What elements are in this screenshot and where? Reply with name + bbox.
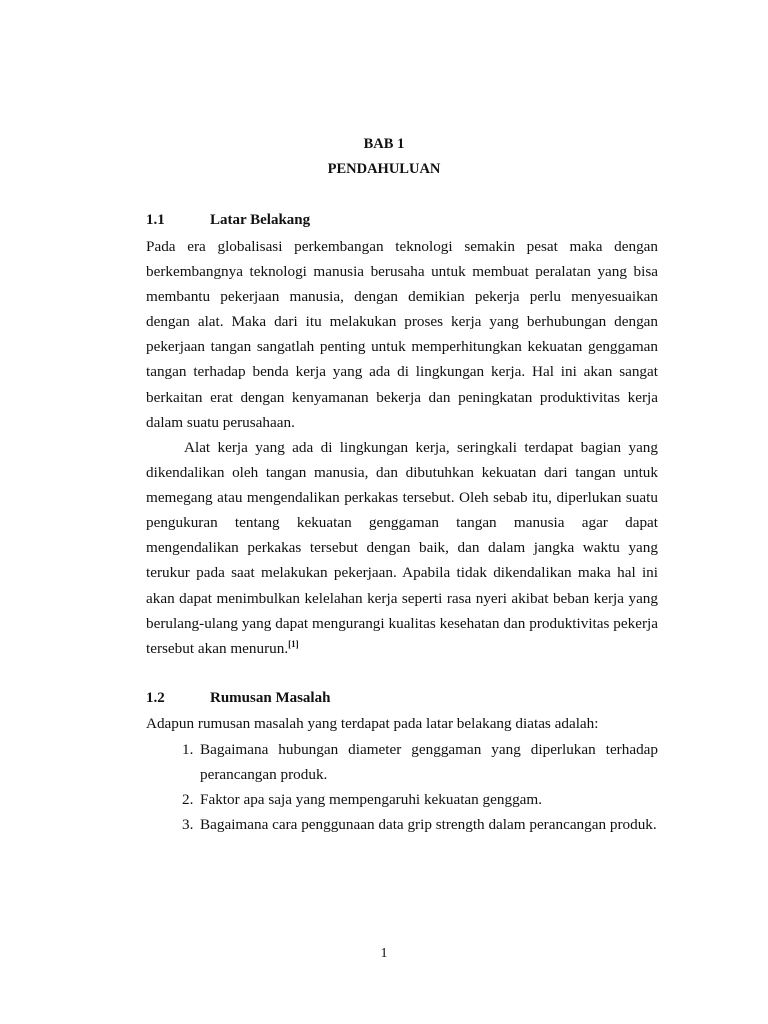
list-item-text: Bagaimana hubungan diameter genggaman yang diperlukan terhadap perancangan produk. — [200, 741, 658, 784]
problem-list — [146, 737, 658, 837]
paragraph-2 — [146, 435, 658, 661]
paragraph-1: Pada era globalisasi perkembangan teknologi semakin pesat maka dengan berkembangnya teknologi manusia berusaha untuk membuat peralatan yang bisa membantu pekerjaan manusia, dengan demikian pekerja perlu menyesuaikan dengan alat. Maka dari itu melakukan proses kerja yang berhubungan dengan pekerjaan tangan sangatlah penting untuk memperhitungkan kekuatan genggaman tangan terhadap benda kerja yang ada di lingkungan kerja. Hal ini akan sangat berkaitan erat dengan kenyamanan bekerja dan peningkatan produktivitas kerja dalam suatu perusahaan. — [146, 238, 658, 431]
list-intro: Adapun rumusan masalah yang terdapat pada latar belakang diatas adalah: — [146, 715, 599, 732]
section-heading-1-1 — [146, 212, 310, 229]
chapter-title: PENDAHULUAN — [327, 161, 441, 177]
citation-ref: [1] — [288, 638, 299, 649]
section-number: 1.2 — [146, 690, 165, 706]
section-title: Latar Belakang — [210, 212, 311, 228]
list-marker: 1. — [182, 741, 194, 758]
list-item-text: Faktor apa saja yang mempengaruhi kekuatan genggam. — [200, 791, 543, 809]
list-item — [146, 737, 658, 787]
chapter-number: BAB 1 — [363, 136, 405, 152]
section-number: 1.1 — [146, 212, 165, 228]
section-heading-1-2 — [146, 690, 330, 707]
section-title: Rumusan Masalah — [210, 690, 331, 706]
list-item-text: Bagaimana cara penggunaan data grip strength dalam perancangan produk. — [200, 816, 657, 834]
list-marker: 2. — [182, 791, 194, 809]
list-marker: 3. — [182, 816, 194, 834]
page-number: 1 — [380, 946, 388, 961]
paragraph-2-text: Alat kerja yang ada di lingkungan kerja, seringkali terdapat bagian yang dikendalikan oleh tangan manusia, dan dibutuhkan kekuatan dari tangan untuk memegang atau mengendalikan perkakas tersebut. Oleh sebab itu, diperlukan suatu pengukuran tentang kekuatan genggaman tangan manusia agar dapat mengendalikan perkakas tersebut dengan baik, dan dalam jangka waktu yang terukur pada saat melakukan pekerjaan. Apabila tidak dikendalikan maka hal ini akan dapat menimbulkan kelelahan kerja seperti rasa nyeri akibat beban kerja yang berulang-ulang yang dapat mengurangi kualitas kesehatan dan produktivitas pekerja tersebut akan menurun. — [146, 439, 658, 657]
list-item — [146, 812, 658, 837]
list-item — [146, 787, 658, 812]
